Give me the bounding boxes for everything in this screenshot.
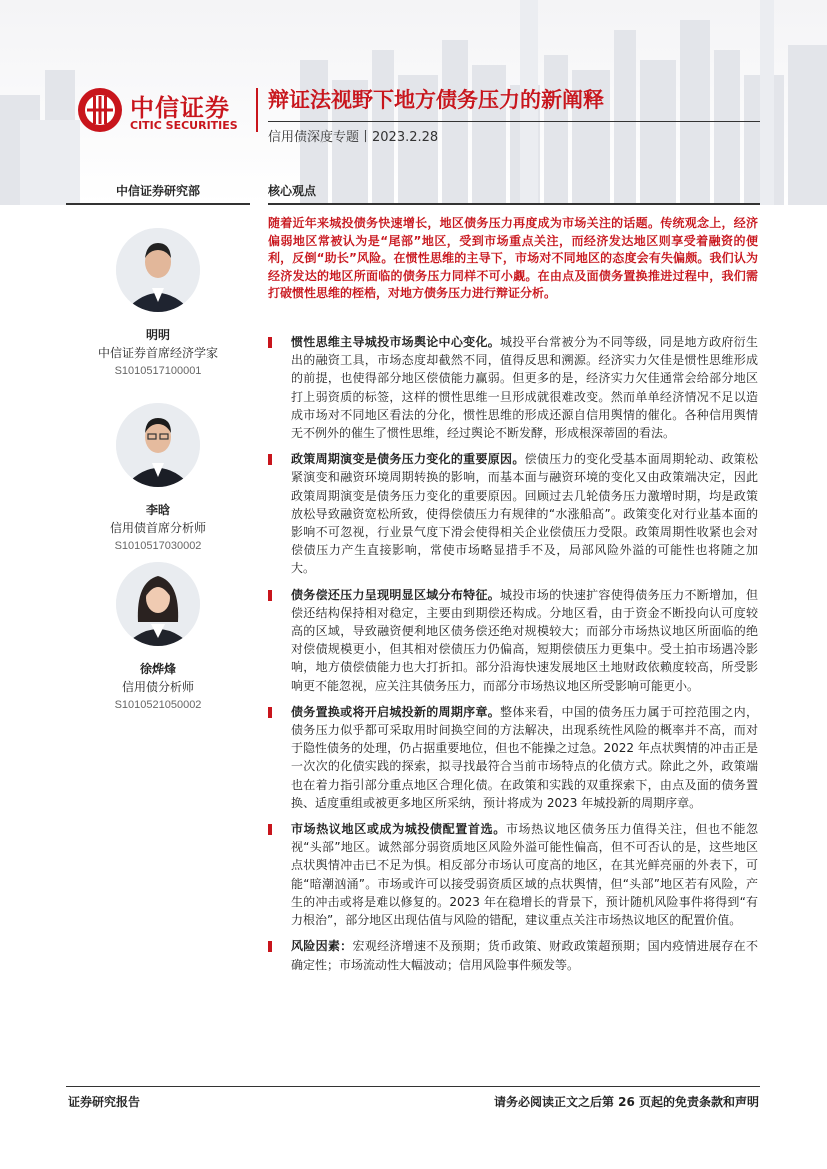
analyst-name: 李晗: [145, 503, 170, 517]
bullet-lead: 市场热议地区或成为城投债配置首选。: [291, 822, 506, 837]
footer-report-type: 证券研究报告: [68, 1095, 141, 1109]
analyst-title: 信用债首席分析师: [109, 521, 206, 535]
core-summary: 随着近年来城投债务快速增长，地区债务压力再度成为市场关注的话题。传统观念上，经济偏弱地区常被认为是“尾部”地区，受到市场重点关注，而经济发达地区则享受着融资的便利，反倒“助长”风险。在惯性思维的主导下，市场对不同地区的态度会有失偏颇。我们认为经济发达的地区所面临的债务压力同样不可小觑。在由点及面债务置换推进过程中，我们需打破惯性思维的桎梏，对地方债务压力进行辩证分析。: [268, 216, 758, 300]
analyst-name: 明明: [145, 328, 170, 342]
bullet-item: [268, 450, 758, 577]
analyst-code: S1010517100001: [114, 365, 202, 377]
logo-text-cn: 中信证券: [130, 94, 230, 122]
analyst-name: 徐烨烽: [139, 662, 176, 676]
bullet-marker: [268, 824, 272, 835]
report-title: 辩证法视野下地方债务压力的新阐释: [268, 88, 604, 112]
bullet-marker: [268, 590, 272, 601]
footer-rule: [66, 1086, 760, 1087]
header-divider: [256, 88, 258, 132]
bullet-text: 宏观经济增速不及预期；货币政策、财政政策超预期；国内疫情进展存在不确定性；市场流动性大幅波动；信用风险事件频发等。: [291, 939, 758, 972]
analyst-card: [66, 562, 250, 711]
title-rule: [268, 121, 760, 122]
citic-logo: [76, 86, 251, 136]
bullet-lead: 惯性思维主导城投市场舆论中心变化。: [291, 335, 501, 349]
bullet-item: [268, 586, 758, 695]
bullet-text: 整体来看，中国的债务压力属于可控范围之内，债务压力似乎都可采取用时间换空间的方法解决，出现系统性风险的概率并不高，而对于隐性债务的处理，仍占据重要地位，但也不能操之过急。2022 年点状舆情的冲击正是一次次的化债实践的探索，拟寻找最符合当前市场特点的化债方式。除此之外，政策端也在着力指引部分重点地区合理化债。在政策和实践的双重探索下，由点及面的债务置换、适度重组或被更多地区所采纳，预计将成为 2023 年城投新的周期序章。: [291, 704, 758, 810]
footer-disclaimer: 请务必阅读正文之后第 26 页起的免责条款和声明: [493, 1095, 759, 1109]
bullet-item: [268, 333, 758, 442]
bullet-item: [268, 937, 758, 973]
analyst-title: 信用债分析师: [121, 680, 194, 694]
person-avatar-icon: [116, 403, 200, 487]
bullet-list: [268, 333, 758, 982]
bullet-marker: [268, 454, 272, 465]
person-avatar-icon: [116, 228, 200, 312]
analyst-photo: [116, 403, 200, 487]
bullet-text: 城投市场的快速扩容使得债务压力不断增加，但偿还结构保持相对稳定，主要由到期偿还构成。分地区看，由于资金不断投向认可度较高的区域，导致融资便利地区债务偿还绝对规模较大；而部分市场热议地区所面临的绝对偿债规模更小，但其相对偿债压力仍偏高，短期偿债压力更集中。受土拍市场遇冷影响，地方债偿债能力也大打折扣。部分沿海快速发展地区土地财政依赖度较高，所受影响更不能忽视，应关注其债务压力，而部分市场热议地区所受影响可能更小。: [291, 587, 758, 693]
bullet-lead: 风险因素：: [291, 939, 353, 954]
main-heading-rule: [268, 203, 760, 205]
analyst-card: [66, 403, 250, 552]
citic-logo-icon: [76, 86, 124, 134]
main-heading: 核心观点: [268, 184, 317, 198]
bullet-lead: 债务偿还压力呈现明显区域分布特征。: [291, 587, 501, 602]
report-subtitle: 信用债深度专题丨2023.2.28: [268, 130, 439, 145]
bullet-item: [268, 820, 758, 929]
bullet-text: 偿债压力的变化受基本面周期轮动、政策松紧演变和融资环境周期转换的影响，而基本面与融资环境的变化又由政策端决定，因此政策周期演变是债务压力变化的重要原因。回顾过去几轮债务压力激增时期，均是政策放松导致融资宽松所致，使得偿债压力有规律的“水涨船高”。政策变化对行业基本面的影响不可忽视，行业景气度下滑会使得相关企业偿债压力受限。政策周期性收紧也会对偿债压力产生直接影响，常使市场略显措手不及，局部风险外溢的可能性也将随之加大。: [291, 452, 758, 576]
bullet-lead: 债务置换或将开启城投新的周期序章。: [291, 704, 501, 719]
logo-text-en: CITIC SECURITIES: [130, 119, 238, 132]
analyst-photo: [116, 562, 200, 646]
bullet-item: [268, 703, 758, 812]
analyst-photo: [116, 228, 200, 312]
analyst-title: 中信证券首席经济学家: [97, 346, 218, 360]
bullet-marker: [268, 337, 272, 348]
bullet-text: 城投平台常被分为不同等级，同是地方政府衍生出的融资工具，市场态度却截然不同，值得反思和溯源。经济实力欠佳是惯性思维形成的前提，也使得部分地区偿债能力赢弱。但更多的是，经济实力欠佳通常会给部分地区打上弱资质的标签，这样的惯性思维一旦形成就很难改变。然而单单经济情况不足以造成市场对不同地区看法的分化，惯性思维的形成还源自信用舆情的催化。各种信用舆情无不例外的催生了惯性思维，经过舆论不断发酵，形成根深蒂固的看法。: [291, 335, 758, 441]
bullet-text: 市场热议地区债务压力值得关注，但也不能忽视“头部”地区。诚然部分弱资质地区风险外溢可能性偏高，但不可否认的是，这些地区点状舆情冲击已不足为惧。相反部分市场认可度高的地区，在其光鲜亮丽的外表下，可能“暗潮汹涌”。市场或许可以接受弱资质区域的点状舆情，但“头部”地区若有风险，产生的冲击或将是难以修复的。2023 年在稳增长的背景下，预计随机风险事件将得到“有力根治”，部分地区出现估值与风险的错配，建议重点关注市场热议地区的配置价值。: [291, 822, 758, 928]
bullet-marker: [268, 707, 272, 718]
bullet-lead: 政策周期演变是债务压力变化的重要原因。: [291, 452, 525, 467]
analyst-code: S1010517030002: [114, 540, 202, 552]
sidebar-heading-rule: [66, 203, 250, 205]
bullet-marker: [268, 941, 272, 952]
analyst-code: S1010521050002: [114, 699, 202, 711]
sidebar-heading: 中信证券研究部: [115, 184, 200, 198]
analyst-card: [66, 228, 250, 377]
person-avatar-icon: [116, 562, 200, 646]
